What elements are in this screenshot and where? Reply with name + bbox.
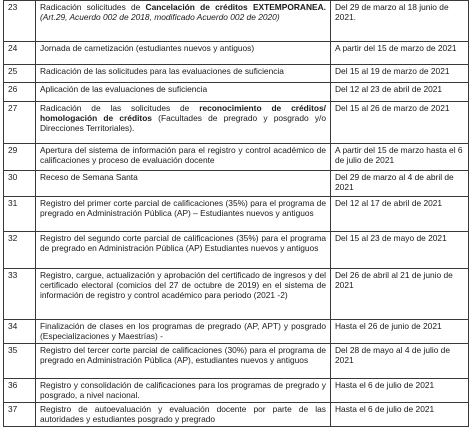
table-row xyxy=(4,171,469,197)
activity-text: Radicación solicitudes de xyxy=(40,2,146,12)
activity-cell: Registro del segundo corte parcial de calificaciones (35%) para el programa de pregrado en Administración Pública (AP) Estudiantes nuevos y antiguos xyxy=(36,232,331,269)
activity-cell: Radicación de las solicitudes para las evaluaciones de suficiencia xyxy=(36,65,331,83)
row-number: 23 xyxy=(4,1,36,42)
date-cell: Del 12 al 23 de abril de 2021 xyxy=(331,83,469,102)
table-row xyxy=(4,65,469,83)
date-cell: Del 12 al 17 de abril de 2021 xyxy=(331,197,469,232)
row-number: 33 xyxy=(4,269,36,320)
date-cell: Del 15 al 23 de mayo de 2021 xyxy=(331,232,469,269)
table-row xyxy=(4,42,469,65)
row-number: 35 xyxy=(4,344,36,379)
table-row xyxy=(4,232,469,269)
activity-bold-text: reconocimiento de créditos/ homologación de créditos xyxy=(40,103,326,123)
table-row xyxy=(4,144,469,171)
row-number: 24 xyxy=(4,42,36,65)
row-number: 30 xyxy=(4,171,36,197)
activity-italic-text: (Art.29, Acuerdo 002 de 2018, modificado Acuerdo 002 de 2020) xyxy=(40,12,280,22)
activity-cell: Registro y consolidación de calificaciones para los programas de pregrado y posgrado, a nivel nacional. xyxy=(36,379,331,403)
date-cell: A partir del 15 de marzo hasta el 6 de julio de 2021 xyxy=(331,144,469,171)
row-number: 34 xyxy=(4,320,36,344)
row-number: 37 xyxy=(4,403,36,427)
activity-text: Radicación de las solicitudes de xyxy=(40,103,200,113)
activity-cell: Jornada de carnetización (estudiantes nuevos y antiguos) xyxy=(36,42,331,65)
row-number: 29 xyxy=(4,144,36,171)
row-number: 27 xyxy=(4,102,36,144)
date-cell: Del 28 de mayo al 4 de julio de 2021 xyxy=(331,344,469,379)
table-row xyxy=(4,344,469,379)
table-row xyxy=(4,197,469,232)
table-row xyxy=(4,1,469,42)
table-row xyxy=(4,102,469,144)
table-row xyxy=(4,403,469,427)
activity-bold-text: EXTEMPORANEA. xyxy=(252,2,326,12)
activity-bold-text: Cancelación de créditos xyxy=(145,2,248,12)
row-number: 26 xyxy=(4,83,36,102)
date-cell: Del 15 al 19 de marzo de 2021 xyxy=(331,65,469,83)
activity-cell: Aplicación de las evaluaciones de suficiencia xyxy=(36,83,331,102)
date-cell: Hasta el 26 de junio de 2021 xyxy=(331,320,469,344)
calendar-table xyxy=(3,0,469,427)
table-row xyxy=(4,269,469,320)
date-cell: Del 29 de marzo al 4 de abril de 2021 xyxy=(331,171,469,197)
activity-cell: Registro, cargue, actualización y aprobación del certificado de ingresos y del certificado electoral (comicios del 27 de octubre de 2019) en el sistema de información de registro y control académico para periodo (2021 -2) xyxy=(36,269,331,320)
row-number: 36 xyxy=(4,379,36,403)
row-number: 31 xyxy=(4,197,36,232)
row-number: 32 xyxy=(4,232,36,269)
date-cell: Del 26 de abril al 21 de junio de 2021 xyxy=(331,269,469,320)
activity-cell: Finalización de clases en los programas de pregrado (AP, APT) y posgrado (Especializaciones y Maestrías) - xyxy=(36,320,331,344)
date-cell: A partir del 15 de marzo de 2021 xyxy=(331,42,469,65)
activity-cell: Apertura del sistema de información para el registro y control académico de calificaciones y proceso de evaluación docente xyxy=(36,144,331,171)
table-row xyxy=(4,320,469,344)
date-cell: Del 15 al 26 de marzo de 2021 xyxy=(331,102,469,144)
activity-cell: Registro de autoevaluación y evaluación docente por parte de las autoridades y estudiantes posgrado y pregrado xyxy=(36,403,331,427)
activity-cell xyxy=(36,102,331,144)
activity-cell: Registro del tercer corte parcial de calificaciones (30%) para el programa de pregrado en Administración Pública (AP), estudiantes nuevos y antiguos xyxy=(36,344,331,379)
activity-cell xyxy=(36,1,331,42)
row-number: 25 xyxy=(4,65,36,83)
date-cell: Hasta el 6 de julio de 2021 xyxy=(331,379,469,403)
table-row xyxy=(4,83,469,102)
date-cell: Del 29 de marzo al 18 junio de 2021. xyxy=(331,1,469,42)
date-cell: Hasta el 6 de julio de 2021 xyxy=(331,403,469,427)
activity-cell: Registro del primer corte parcial de calificaciones (35%) para el programa de pregrado en Administración Pública (AP) – Estudiantes nuevos y antiguos xyxy=(36,197,331,232)
table-row xyxy=(4,379,469,403)
activity-cell: Receso de Semana Santa xyxy=(36,171,331,197)
activity-text: (Facultades de pregrado y posgrado y/o Direcciones Territoriales). xyxy=(40,113,327,133)
